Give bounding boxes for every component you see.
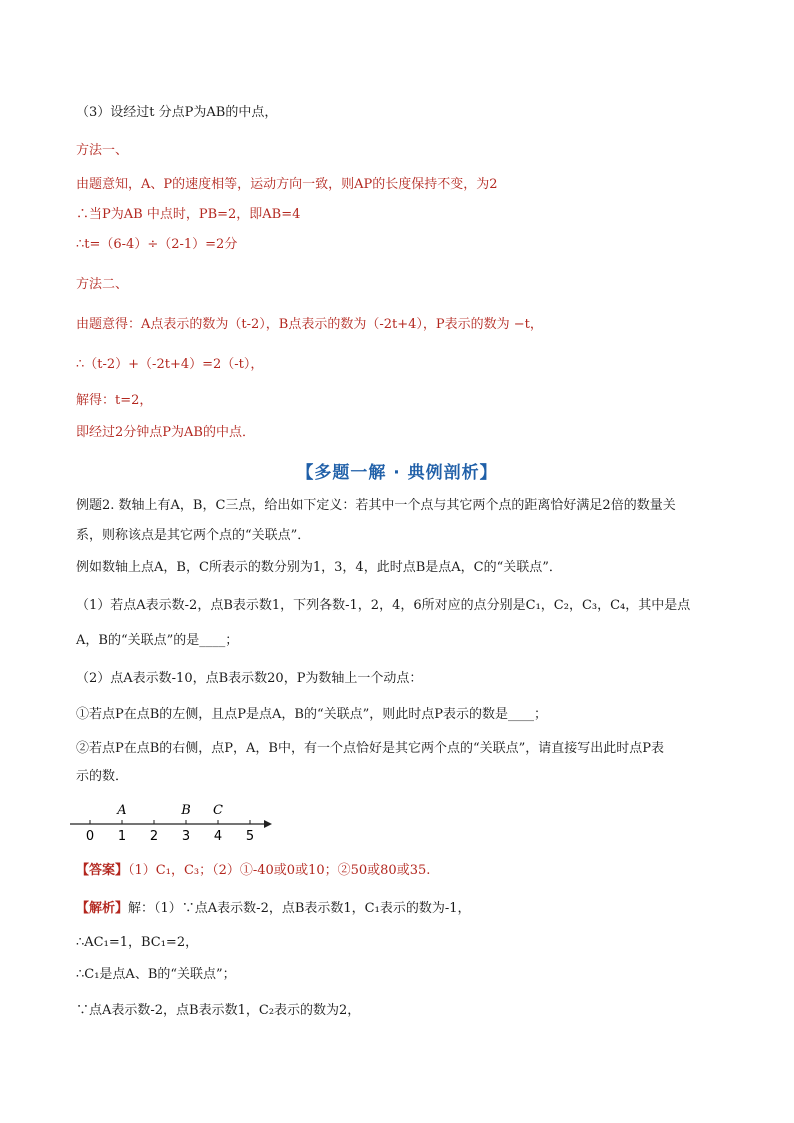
number-line-tick-label: 2 — [149, 829, 159, 844]
method-one-label: 方法一、 — [76, 143, 129, 158]
method-one-line2: ∴当P为AB 中点时，PB=2，即AB=4 — [76, 207, 301, 222]
method-one-line3: ∴t=（6-4）÷（2-1）=2分 — [76, 237, 238, 252]
number-line-point-label: B — [181, 803, 191, 818]
section-heading: 【多题一解 · 典例剖析】 — [296, 463, 498, 483]
question1-line2: A，B的“关联点”的是____； — [76, 633, 239, 648]
question2-part1: ①若点P在点B的左侧，且点P是点A，B的“关联点”，则此时点P表示的数是____； — [76, 707, 548, 722]
question1-line1: （1）若点A表示数-2，点B表示数1，下列各数-1，2，4，6所对应的点分别是C₁，C₂，C₃，C₄，其中是点 — [76, 598, 691, 613]
analysis-line4: ∵点A表示数-2，点B表示数1，C₂表示的数为2， — [76, 1003, 361, 1018]
question2-part2-line2: 示的数． — [76, 769, 129, 784]
number-line-tick-label: 0 — [85, 829, 95, 844]
example-line1: 例题2. 数轴上有A，B，C三点，给出如下定义：若其中一个点与其它两个点的距离恰好满足2倍的数量关 — [76, 498, 676, 513]
method-two-label: 方法二、 — [76, 277, 129, 292]
method-two-line3: 解得：t=2， — [76, 393, 153, 408]
number-line-tick-label: 3 — [181, 829, 191, 844]
example-line2: 系，则称该点是其它两个点的“关联点”． — [76, 528, 311, 543]
question2-intro: （2）点A表示数-10，点B表示数20，P为数轴上一个动点： — [76, 671, 423, 686]
method-one-line1: 由题意知，A、P的速度相等，运动方向一致，则AP的长度保持不变，为2 — [76, 177, 498, 192]
number-line-arrow — [264, 820, 272, 828]
part3-intro: （3）设经过t 分点P为AB的中点， — [76, 105, 278, 120]
number-line-point-label: C — [213, 803, 223, 818]
question2-part2-line1: ②若点P在点B的右侧，点P，A，B中，有一个点恰好是其它两个点的“关联点”，请直接写出此时点P表 — [76, 741, 665, 756]
number-line-figure — [70, 796, 280, 852]
analysis-line3: ∴C₁是点A、B的“关联点”； — [76, 967, 236, 982]
number-line-point-label: A — [117, 803, 127, 818]
number-line-tick-label: 5 — [245, 829, 255, 844]
method-two-line1: 由题意得：A点表示的数为（t-2），B点表示的数为（-2t+4），P表示的数为 −t， — [76, 317, 543, 332]
answer-line — [76, 862, 430, 880]
analysis-tag: 【解析】 — [76, 901, 129, 916]
number-line-tick-label: 1 — [117, 829, 127, 844]
analysis-text-1: 解：（1）∵点A表示数-2，点B表示数1，C₁表示的数为-1， — [128, 901, 471, 916]
analysis-line2: ∴AC₁=1，BC₁=2， — [76, 935, 199, 950]
analysis-line1 — [76, 900, 471, 918]
method-two-conclusion: 即经过2分钟点P为AB的中点． — [76, 425, 255, 440]
method-two-line2: ∴（t-2）+（-2t+4）=2（-t）， — [76, 357, 264, 372]
answer-text: （1）C₁，C₃；（2）①-40或0或10；②50或80或35. — [128, 863, 431, 878]
example-line3: 例如数轴上点A，B，C所表示的数分别为1，3，4，此时点B是点A，C的“关联点”． — [76, 560, 562, 575]
answer-tag: 【答案】 — [76, 863, 129, 878]
number-line-svg — [70, 796, 280, 848]
number-line-tick-label: 4 — [213, 829, 223, 844]
